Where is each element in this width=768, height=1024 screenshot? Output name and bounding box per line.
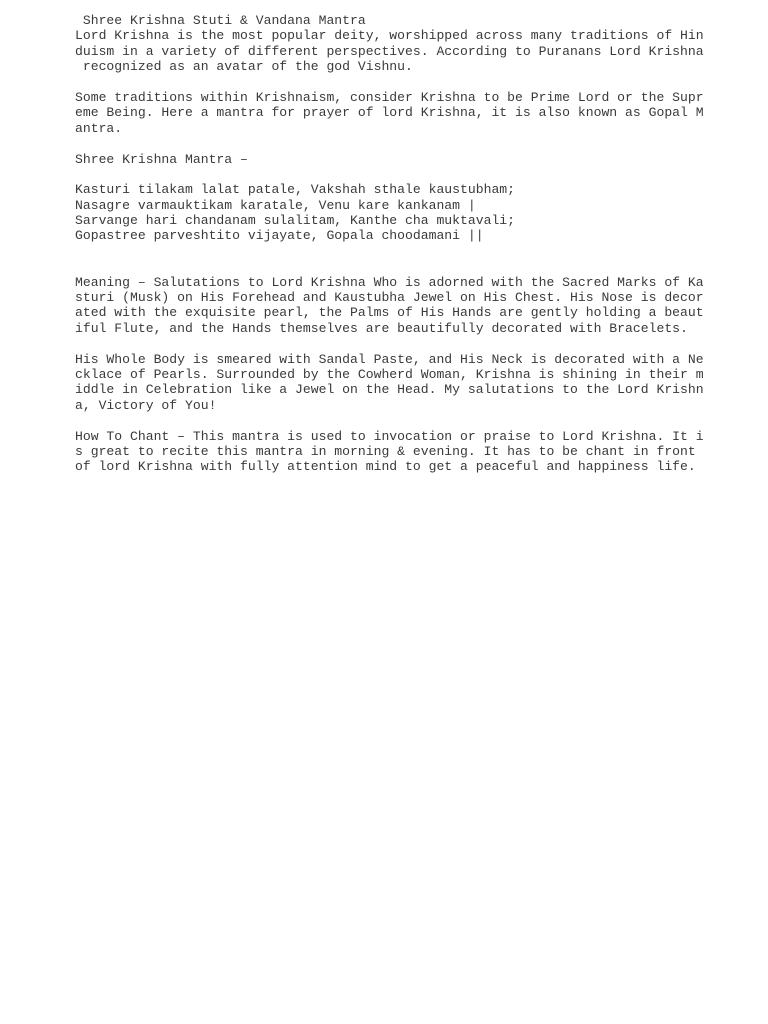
traditions-line: eme Being. Here a mantra for prayer of lord Krishna, it is also known as Gopal M	[75, 105, 704, 121]
meaning-line: iful Flute, and the Hands themselves are beautifully decorated with Bracelets.	[75, 320, 688, 336]
mantra-line: Kasturi tilakam lalat patale, Vakshah sthale kaustubham;	[75, 182, 516, 198]
body-line: His Whole Body is smeared with Sandal Paste, and His Neck is decorated with a Ne	[75, 351, 704, 367]
document-title: Shree Krishna Stuti & Vandana Mantra	[75, 13, 366, 28]
meaning-line: ated with the exquisite pearl, the Palms of His Hands are gently holding a beaut	[75, 305, 704, 321]
meaning-paragraph	[75, 274, 704, 337]
mantra-verse	[75, 182, 675, 244]
how-to-chant-line: s great to recite this mantra in morning & evening. It has to be chant in front	[75, 443, 696, 459]
paragraph-gap	[75, 336, 675, 351]
body-line: cklace of Pearls. Surrounded by the Cowherd Woman, Krishna is shining in their m	[75, 367, 704, 382]
traditions-line: antra.	[75, 120, 123, 136]
meaning-line: Meaning – Salutations to Lord Krishna Who is adorned with the Sacred Marks of Ka	[75, 274, 704, 290]
mantra-line: Nasagre varmauktikam karatale, Venu kare kankanam |	[75, 197, 476, 213]
how-to-chant-line: of lord Krishna with fully attention mind to get a peaceful and happiness life.	[75, 459, 696, 475]
intro-line: Lord Krishna is the most popular deity, worshipped across many traditions of Hin	[75, 28, 704, 44]
paragraph-gap	[75, 167, 675, 182]
intro-line: recognized as an avatar of the god Vishnu.	[75, 59, 413, 75]
paragraph-gap	[75, 136, 675, 151]
paragraph-gap	[75, 244, 675, 275]
paragraph-gap	[75, 75, 675, 90]
mantra-heading: Shree Krishna Mantra –	[75, 151, 248, 167]
paragraph-gap	[75, 413, 675, 428]
body-line: a, Victory of You!	[75, 397, 217, 413]
meaning-line: sturi (Musk) on His Forehead and Kaustubha Jewel on His Chest. His Nose is decor	[75, 290, 704, 306]
document-page	[75, 13, 704, 475]
mantra-line: Gopastree parveshtito vijayate, Gopala choodamani ||	[75, 228, 484, 244]
body-line: iddle in Celebration like a Jewel on the Head. My salutations to the Lord Krishn	[75, 382, 704, 398]
traditions-line: Some traditions within Krishnaism, consider Krishna to be Prime Lord or the Supr	[75, 89, 704, 105]
body-paragraph	[75, 351, 704, 414]
how-to-chant-paragraph	[75, 428, 704, 475]
how-to-chant-line: How To Chant – This mantra is used to invocation or praise to Lord Krishna. It i	[75, 428, 704, 444]
mantra-line: Sarvange hari chandanam sulalitam, Kanthe cha muktavali;	[75, 213, 516, 229]
intro-paragraph	[75, 28, 704, 75]
intro-line: duism in a variety of different perspectives. According to Puranans Lord Krishna	[75, 43, 704, 59]
traditions-paragraph	[75, 89, 704, 136]
